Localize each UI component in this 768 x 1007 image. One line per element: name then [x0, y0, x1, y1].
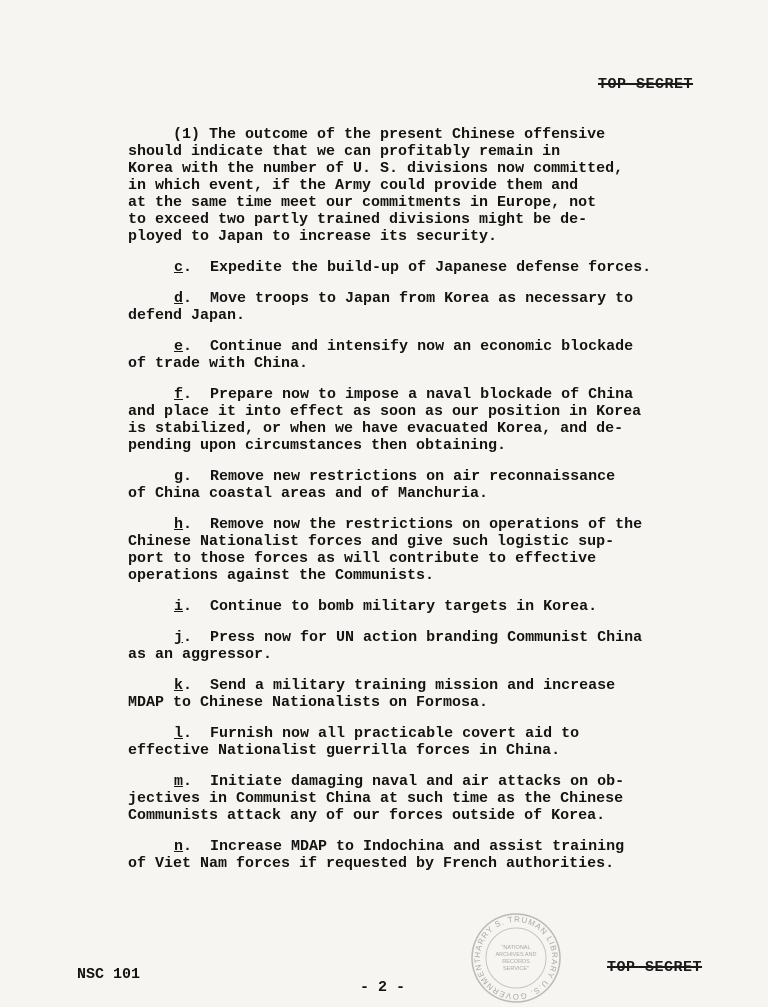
document-body: [128, 126, 708, 886]
stamp-ring-text: HARRY S. TRUMAN LIBRARY U.S. GOVERNMENT: [472, 914, 560, 1002]
line-text: Move troops to Japan from Korea as necessary to: [210, 290, 634, 307]
paragraph-line: f. Prepare now to impose a naval blockade of China: [174, 386, 634, 403]
item-letter: f: [174, 386, 184, 403]
item-letter: i: [174, 598, 184, 615]
paragraph-line: should indicate that we can profitably remain in: [128, 143, 561, 160]
paragraph-line: as an aggressor.: [128, 646, 273, 663]
document-id: NSC 101: [77, 966, 141, 983]
paragraph-line: at the same time meet our commitments in Europe, not: [128, 194, 597, 211]
stamp-center-line: ARCHIVES AND: [495, 952, 537, 958]
paragraph-c: [128, 259, 708, 276]
item-letter: j: [174, 629, 184, 646]
paragraph-line: operations against the Communists.: [128, 567, 435, 584]
item-letter: l: [174, 725, 184, 742]
paragraph-g: [128, 468, 708, 502]
paragraph-line: and place it into effect as soon as our position in Korea: [128, 403, 642, 420]
paragraph-line: h. Remove now the restrictions on operations of the: [174, 516, 643, 533]
paragraph-line: of trade with China.: [128, 355, 309, 372]
line-text: Continue to bomb military targets in Korea.: [210, 598, 598, 615]
item-letter: c: [174, 259, 184, 276]
paragraph-line: in which event, if the Army could provide them and: [128, 177, 579, 194]
archive-stamp-seal: [468, 910, 564, 1006]
paragraph-m: [128, 773, 708, 824]
line-text: Press now for UN action branding Communist China: [210, 629, 643, 646]
paragraph-line: j. Press now for UN action branding Communist China: [174, 629, 643, 646]
stamp-center-line: RECORDS: [502, 959, 530, 965]
line-text: Increase MDAP to Indochina and assist training: [210, 838, 625, 855]
item-letter: k: [174, 677, 184, 694]
paragraph-line: to exceed two partly trained divisions might be de-: [128, 211, 588, 228]
paragraph-n: [128, 838, 708, 872]
paragraph-line: d. Move troops to Japan from Korea as necessary to: [174, 290, 634, 307]
paragraph-line: port to those forces as will contribute to effective: [128, 550, 597, 567]
paragraph-line: is stabilized, or when we have evacuated Korea, and de-: [128, 420, 624, 437]
stamp-center-line: "NATIONAL: [501, 945, 531, 951]
line-text: Continue and intensify now an economic blockade: [210, 338, 634, 355]
paragraph-line: c. Expedite the build-up of Japanese defense forces.: [174, 259, 652, 276]
classification-footer: TOP SECRET: [607, 959, 703, 976]
paragraph-line: g. Remove new restrictions on air reconnaissance: [174, 468, 616, 485]
paragraph-line: jectives in Communist China at such time as the Chinese: [128, 790, 624, 807]
line-text: Remove new restrictions on air reconnaissance: [210, 468, 616, 485]
item-letter: g: [174, 468, 184, 485]
line-text: Initiate damaging naval and air attacks on ob-: [210, 773, 625, 790]
paragraph-line: defend Japan.: [128, 307, 246, 324]
paragraph-line: l. Furnish now all practicable covert aid to: [174, 725, 580, 742]
stamp-center-line: SERVICE": [503, 966, 529, 972]
paragraph-k: [128, 677, 708, 711]
item-letter: d: [174, 290, 184, 307]
paragraph-line: n. Increase MDAP to Indochina and assist training: [174, 838, 625, 855]
paragraph-line: i. Continue to bomb military targets in Korea.: [174, 598, 598, 615]
line-text: Furnish now all practicable covert aid to: [210, 725, 580, 742]
paragraph-line: m. Initiate damaging naval and air attacks on ob-: [174, 773, 625, 790]
paragraph-line: Korea with the number of U. S. divisions now committed,: [128, 160, 624, 177]
paragraph-line: Communists attack any of our forces outside of Korea.: [128, 807, 606, 824]
paragraph-line: ployed to Japan to increase its security.: [128, 228, 498, 245]
paragraph-e: [128, 338, 708, 372]
line-text: Send a military training mission and increase: [210, 677, 616, 694]
item-letter: e: [174, 338, 184, 355]
paragraph-f: [128, 386, 708, 454]
paragraph-line: (1) The outcome of the present Chinese offensive: [128, 126, 606, 143]
line-text: Expedite the build-up of Japanese defense forces.: [210, 259, 652, 276]
paragraph-line: pending upon circumstances then obtaining.: [128, 437, 507, 454]
paragraph-line: effective Nationalist guerrilla forces in China.: [128, 742, 561, 759]
paragraph-line: Chinese Nationalist forces and give such logistic sup-: [128, 533, 615, 550]
paragraph-line: e. Continue and intensify now an economic blockade: [174, 338, 634, 355]
paragraph-line: of Viet Nam forces if requested by French authorities.: [128, 855, 615, 872]
item-letter: m: [174, 773, 184, 790]
paragraph-line: of China coastal areas and of Manchuria.: [128, 485, 489, 502]
paragraph-l: [128, 725, 708, 759]
line-text: Prepare now to impose a naval blockade of China: [210, 386, 634, 403]
paragraph-line: k. Send a military training mission and increase: [174, 677, 616, 694]
paragraph-i: [128, 598, 708, 615]
page-number: - 2 -: [360, 979, 406, 996]
item-letter: n: [174, 838, 184, 855]
paragraph-h: [128, 516, 708, 584]
line-text: Remove now the restrictions on operations of the: [210, 516, 643, 533]
paragraph-line: MDAP to Chinese Nationalists on Formosa.: [128, 694, 489, 711]
paragraph-p1: [128, 126, 708, 245]
item-letter: h: [174, 516, 184, 533]
paragraph-j: [128, 629, 708, 663]
classification-header: TOP SECRET: [598, 76, 694, 93]
paragraph-d: [128, 290, 708, 324]
